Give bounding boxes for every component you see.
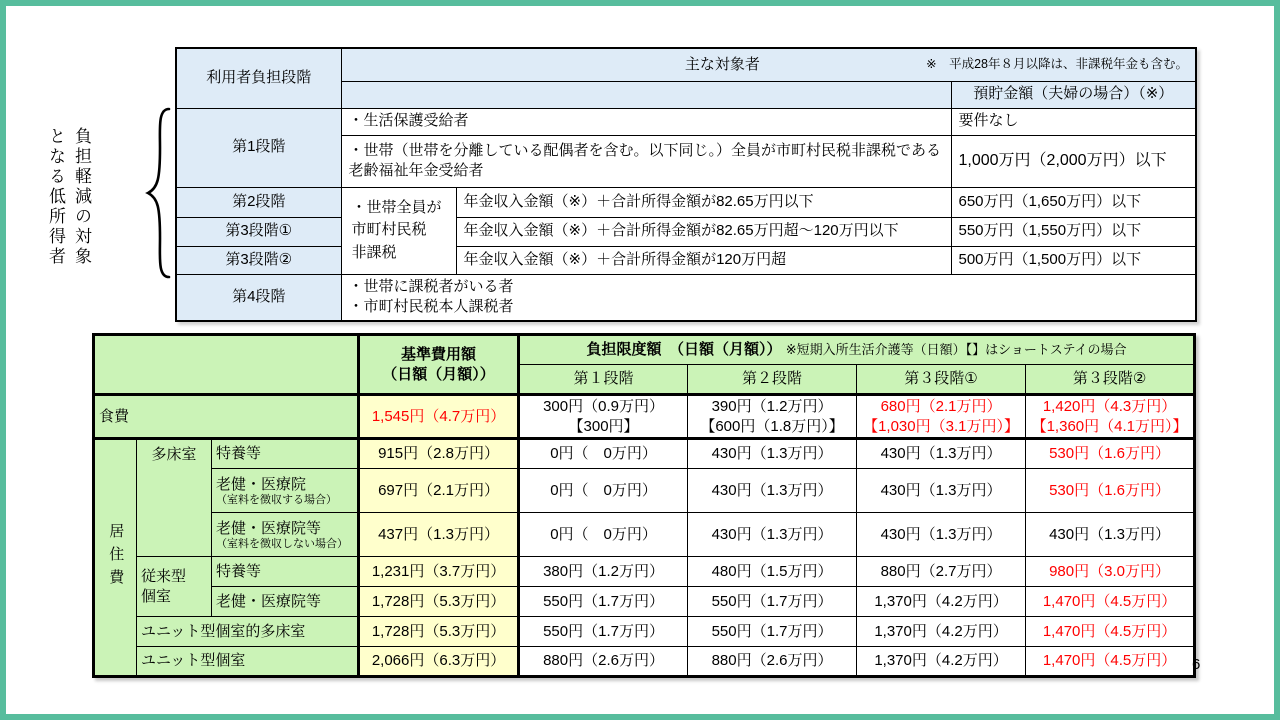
stage2-label: 第2段階 xyxy=(176,187,341,217)
room-group-jurai-line2: 個室 xyxy=(141,587,172,605)
side-annotation xyxy=(42,112,94,282)
stage4-target-line2: ・市町村民税本人課税者 xyxy=(348,298,514,316)
stage3a-condition: 年金収入金額（※）＋合計所得金額が82.65万円超～120万円以下 xyxy=(456,217,951,246)
food-stage2-daily: 390円（1.2万円） xyxy=(711,398,833,415)
user-burden-stage-table xyxy=(175,47,1197,322)
food-stage3b-shortstay: 【1,360円（4.1万円）】 xyxy=(1031,417,1188,435)
stage3a-label: 第3段階① xyxy=(176,217,341,246)
stage1a-savings: 要件なし xyxy=(951,108,1196,135)
page-number: 6 xyxy=(1192,656,1201,673)
value-stage2: 550円（1.7万円） xyxy=(688,617,857,647)
header-stage3b: 第３段階② xyxy=(1026,365,1195,395)
side-annotation-line2: となる低所得者 xyxy=(46,127,65,267)
stage23-common-line1: ・世帯全員が xyxy=(351,198,442,216)
value-stage1: 0円（ 0万円） xyxy=(519,469,688,513)
header-base-cost-line1: 基準費用額 xyxy=(401,346,477,363)
food-stage2-shortstay: 【600円（1.8万円）】 xyxy=(700,417,844,435)
residence-label-cell xyxy=(94,439,137,677)
value-stage1: 0円（ 0万円） xyxy=(519,439,688,469)
stage4-target-line1: ・世帯に課税者がいる者 xyxy=(348,278,514,295)
room-group-jurai-line1: 従来型 xyxy=(141,568,187,585)
food-label: 食費 xyxy=(94,395,359,439)
room-group-tasho: 多床室 xyxy=(137,439,212,557)
stage1-label: 第1段階 xyxy=(176,108,341,187)
curly-brace xyxy=(143,106,171,285)
stage1a-target: ・生活保護受給者 xyxy=(341,108,951,135)
base-value: 915円（2.8万円） xyxy=(359,439,519,469)
stage2-condition: 年金収入金額（※）＋合計所得金額が82.65万円以下 xyxy=(456,187,951,217)
stage3a-savings: 550万円（1,550万円）以下 xyxy=(951,217,1196,246)
value-stage3b: 1,470円（4.5万円） xyxy=(1026,587,1195,617)
base-value: 1,231円（3.7万円） xyxy=(359,557,519,587)
value-stage3b: 430円（1.3万円） xyxy=(1026,513,1195,557)
room-type: 老健・医療院等 xyxy=(216,519,322,537)
room-type-note: （室料を徴収しない場合） xyxy=(216,538,348,551)
food-stage3b xyxy=(1026,395,1195,439)
food-stage3b-daily: 1,420円（4.3万円） xyxy=(1042,398,1177,415)
value-stage1: 550円（1.7万円） xyxy=(519,617,688,647)
header-base-cost-line2: （日額（月額）） xyxy=(382,365,495,383)
value-stage2: 880円（2.6万円） xyxy=(688,647,857,677)
value-stage3b: 530円（1.6万円） xyxy=(1026,469,1195,513)
stage3b-label: 第3段階② xyxy=(176,246,341,274)
room-type: ユニット型個室的多床室 xyxy=(137,617,359,647)
value-stage2: 550円（1.7万円） xyxy=(688,587,857,617)
room-type-cell xyxy=(212,469,359,513)
room-type: ユニット型個室 xyxy=(137,647,359,677)
food-stage1-shortstay: 【300円】 xyxy=(568,417,639,435)
stage1b-savings: 1,000万円（2,000万円）以下 xyxy=(951,135,1196,187)
value-stage3a: 880円（2.7万円） xyxy=(857,557,1026,587)
header-limit-note: ※短期入所生活介護等（日額）【】はショートステイの場合 xyxy=(785,342,1127,358)
value-stage2: 430円（1.3万円） xyxy=(688,469,857,513)
value-stage3a: 1,370円（4.2万円） xyxy=(857,617,1026,647)
header-savings: 預貯金額（夫婦の場合）（※） xyxy=(951,81,1196,108)
stage23-common-line3: 非課税 xyxy=(351,243,397,261)
stage3b-savings: 500万円（1,500万円）以下 xyxy=(951,246,1196,274)
base-value: 1,728円（5.3万円） xyxy=(359,587,519,617)
food-stage3a xyxy=(857,395,1026,439)
value-stage3b: 1,470円（4.5万円） xyxy=(1026,617,1195,647)
header-limit xyxy=(519,335,1195,365)
food-base: 1,545円（4.7万円） xyxy=(359,395,519,439)
room-type: 特養等 xyxy=(212,557,359,587)
value-stage3a: 1,370円（4.2万円） xyxy=(857,647,1026,677)
room-type: 特養等 xyxy=(212,439,359,469)
base-value: 437円（1.3万円） xyxy=(359,513,519,557)
value-stage2: 430円（1.3万円） xyxy=(688,513,857,557)
value-stage1: 880円（2.6万円） xyxy=(519,647,688,677)
room-type-cell xyxy=(212,513,359,557)
stage23-common-target xyxy=(341,187,456,274)
header-stage2: 第２段階 xyxy=(688,365,857,395)
base-value: 2,066円（6.3万円） xyxy=(359,647,519,677)
header-base-cost xyxy=(359,335,519,395)
header-corner-cell xyxy=(94,335,359,395)
value-stage3a: 1,370円（4.2万円） xyxy=(857,587,1026,617)
header-limit-title: 負担限度額 （日額（月額）） xyxy=(586,341,782,359)
room-type: 老健・医療院 xyxy=(216,475,307,493)
food-stage1-daily: 300円（0.9万円） xyxy=(543,398,664,415)
side-annotation-line1: 負担軽減の対象 xyxy=(72,127,91,267)
header-main-target: 主な対象者 xyxy=(684,55,760,73)
food-stage3a-shortstay: 【1,030円（3.1万円）】 xyxy=(863,417,1019,435)
value-stage1: 550円（1.7万円） xyxy=(519,587,688,617)
header-spacer-cell xyxy=(341,81,951,108)
residence-label: 居住費 xyxy=(107,523,125,592)
stage4-label: 第4段階 xyxy=(176,274,341,321)
value-stage1: 380円（1.2万円） xyxy=(519,557,688,587)
value-stage3a: 430円（1.3万円） xyxy=(857,513,1026,557)
room-group-jurai xyxy=(137,557,212,617)
header-stage3a: 第３段階① xyxy=(857,365,1026,395)
header-stage: 利用者負担段階 xyxy=(176,48,341,108)
room-type-note: （室料を徴収する場合） xyxy=(216,494,337,507)
value-stage3a: 430円（1.3万円） xyxy=(857,439,1026,469)
header-stage1: 第１段階 xyxy=(519,365,688,395)
room-type: 老健・医療院等 xyxy=(212,587,359,617)
value-stage3b: 980円（3.0万円） xyxy=(1026,557,1195,587)
food-stage2 xyxy=(688,395,857,439)
stage3b-condition: 年金収入金額（※）＋合計所得金額が120万円超 xyxy=(456,246,951,274)
stage4-target xyxy=(341,274,1196,321)
value-stage3a: 430円（1.3万円） xyxy=(857,469,1026,513)
value-stage3b: 1,470円（4.5万円） xyxy=(1026,647,1195,677)
value-stage2: 480円（1.5万円） xyxy=(688,557,857,587)
value-stage2: 430円（1.3万円） xyxy=(688,439,857,469)
cost-limit-table xyxy=(92,333,1196,678)
value-stage3b: 530円（1.6万円） xyxy=(1026,439,1195,469)
header-note: ※ 平成28年８月以降は、非課税年金も含む。 xyxy=(926,57,1188,72)
food-stage1 xyxy=(519,395,688,439)
food-stage3a-daily: 680円（2.1万円） xyxy=(880,398,1002,415)
stage2-savings: 650万円（1,650万円）以下 xyxy=(951,187,1196,217)
stage23-common-line2: 市町村民税 xyxy=(351,221,427,239)
base-value: 1,728円（5.3万円） xyxy=(359,617,519,647)
base-value: 697円（2.1万円） xyxy=(359,469,519,513)
value-stage1: 0円（ 0万円） xyxy=(519,513,688,557)
stage1b-target: ・世帯（世帯を分離している配偶者を含む。以下同じ。）全員が市町村民税非課税である 老齢福祉年金受給者 xyxy=(341,135,951,187)
